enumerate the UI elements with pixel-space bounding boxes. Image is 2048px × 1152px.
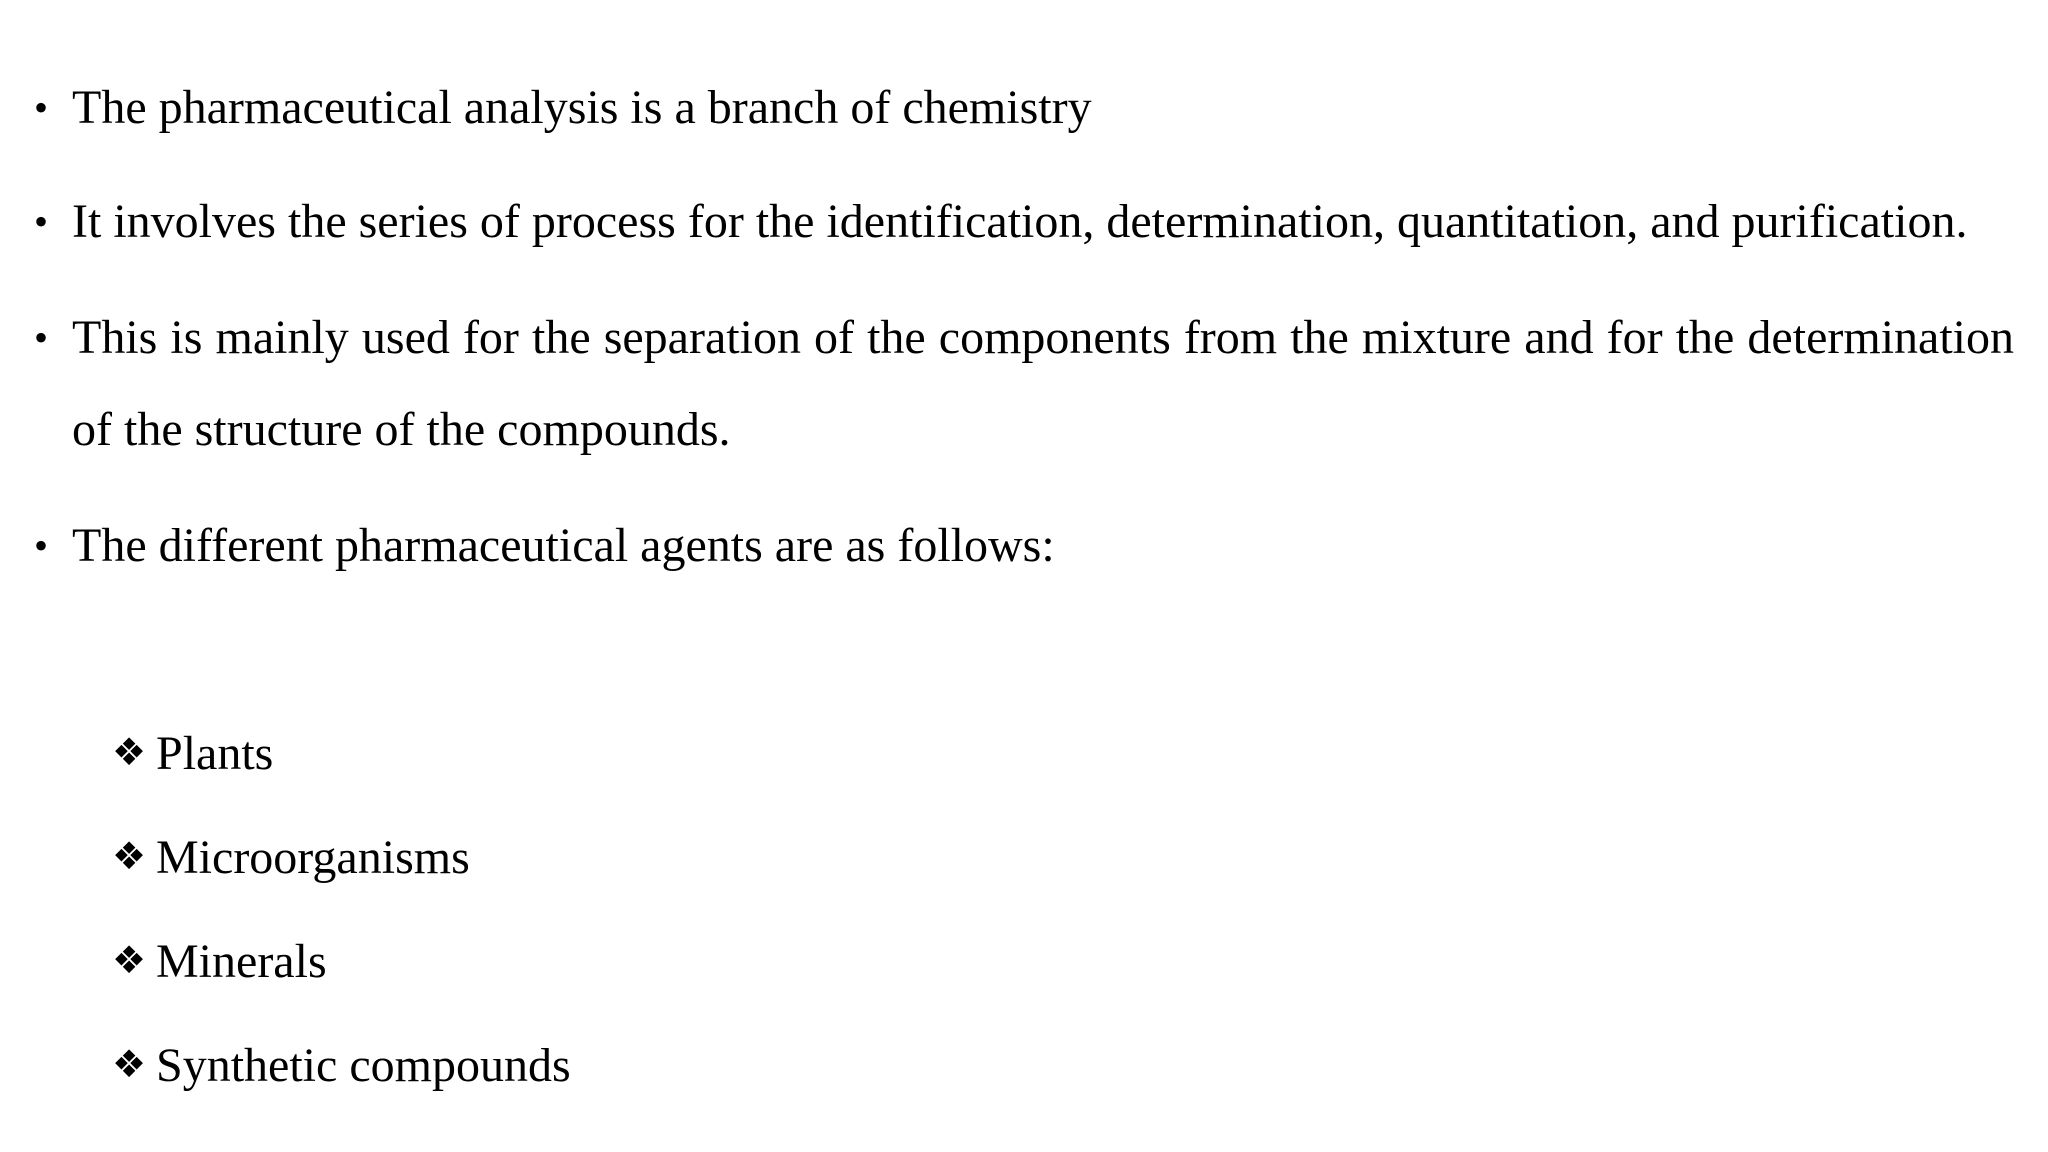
bullet-text: The pharmaceutical analysis is a branch of chemistry	[72, 81, 1092, 134]
agent-label: Plants	[156, 727, 274, 780]
bullet-dot-icon: •	[34, 199, 49, 244]
agent-label: Microorganisms	[156, 831, 470, 884]
bullet-text: This is mainly used for the separation of the components from the mixture and for the determination of the structure of the compounds.	[72, 311, 2014, 456]
four-diamond-icon: ❖	[112, 834, 147, 878]
bullet-text: The different pharmaceutical agents are as follows:	[72, 519, 1055, 572]
bullet-item	[34, 500, 2014, 592]
agent-item	[112, 804, 571, 908]
bullet-item	[34, 292, 2014, 476]
agents-list	[112, 700, 571, 1116]
bullet-item	[34, 176, 2014, 268]
agent-label: Minerals	[156, 935, 327, 988]
agent-item	[112, 1012, 571, 1116]
bullet-item	[34, 62, 2014, 154]
bullet-dot-icon: •	[34, 523, 49, 568]
bullet-dot-icon: •	[34, 315, 49, 360]
bullet-text: It involves the series of process for the identification, determination, quantitation, and purification.	[72, 195, 1968, 248]
four-diamond-icon: ❖	[112, 1042, 147, 1086]
agent-item	[112, 908, 571, 1012]
agent-label: Synthetic compounds	[156, 1039, 571, 1092]
four-diamond-icon: ❖	[112, 938, 147, 982]
agent-item	[112, 700, 571, 804]
bullet-dot-icon: •	[34, 85, 49, 130]
four-diamond-icon: ❖	[112, 730, 147, 774]
bullet-list	[34, 62, 2014, 616]
